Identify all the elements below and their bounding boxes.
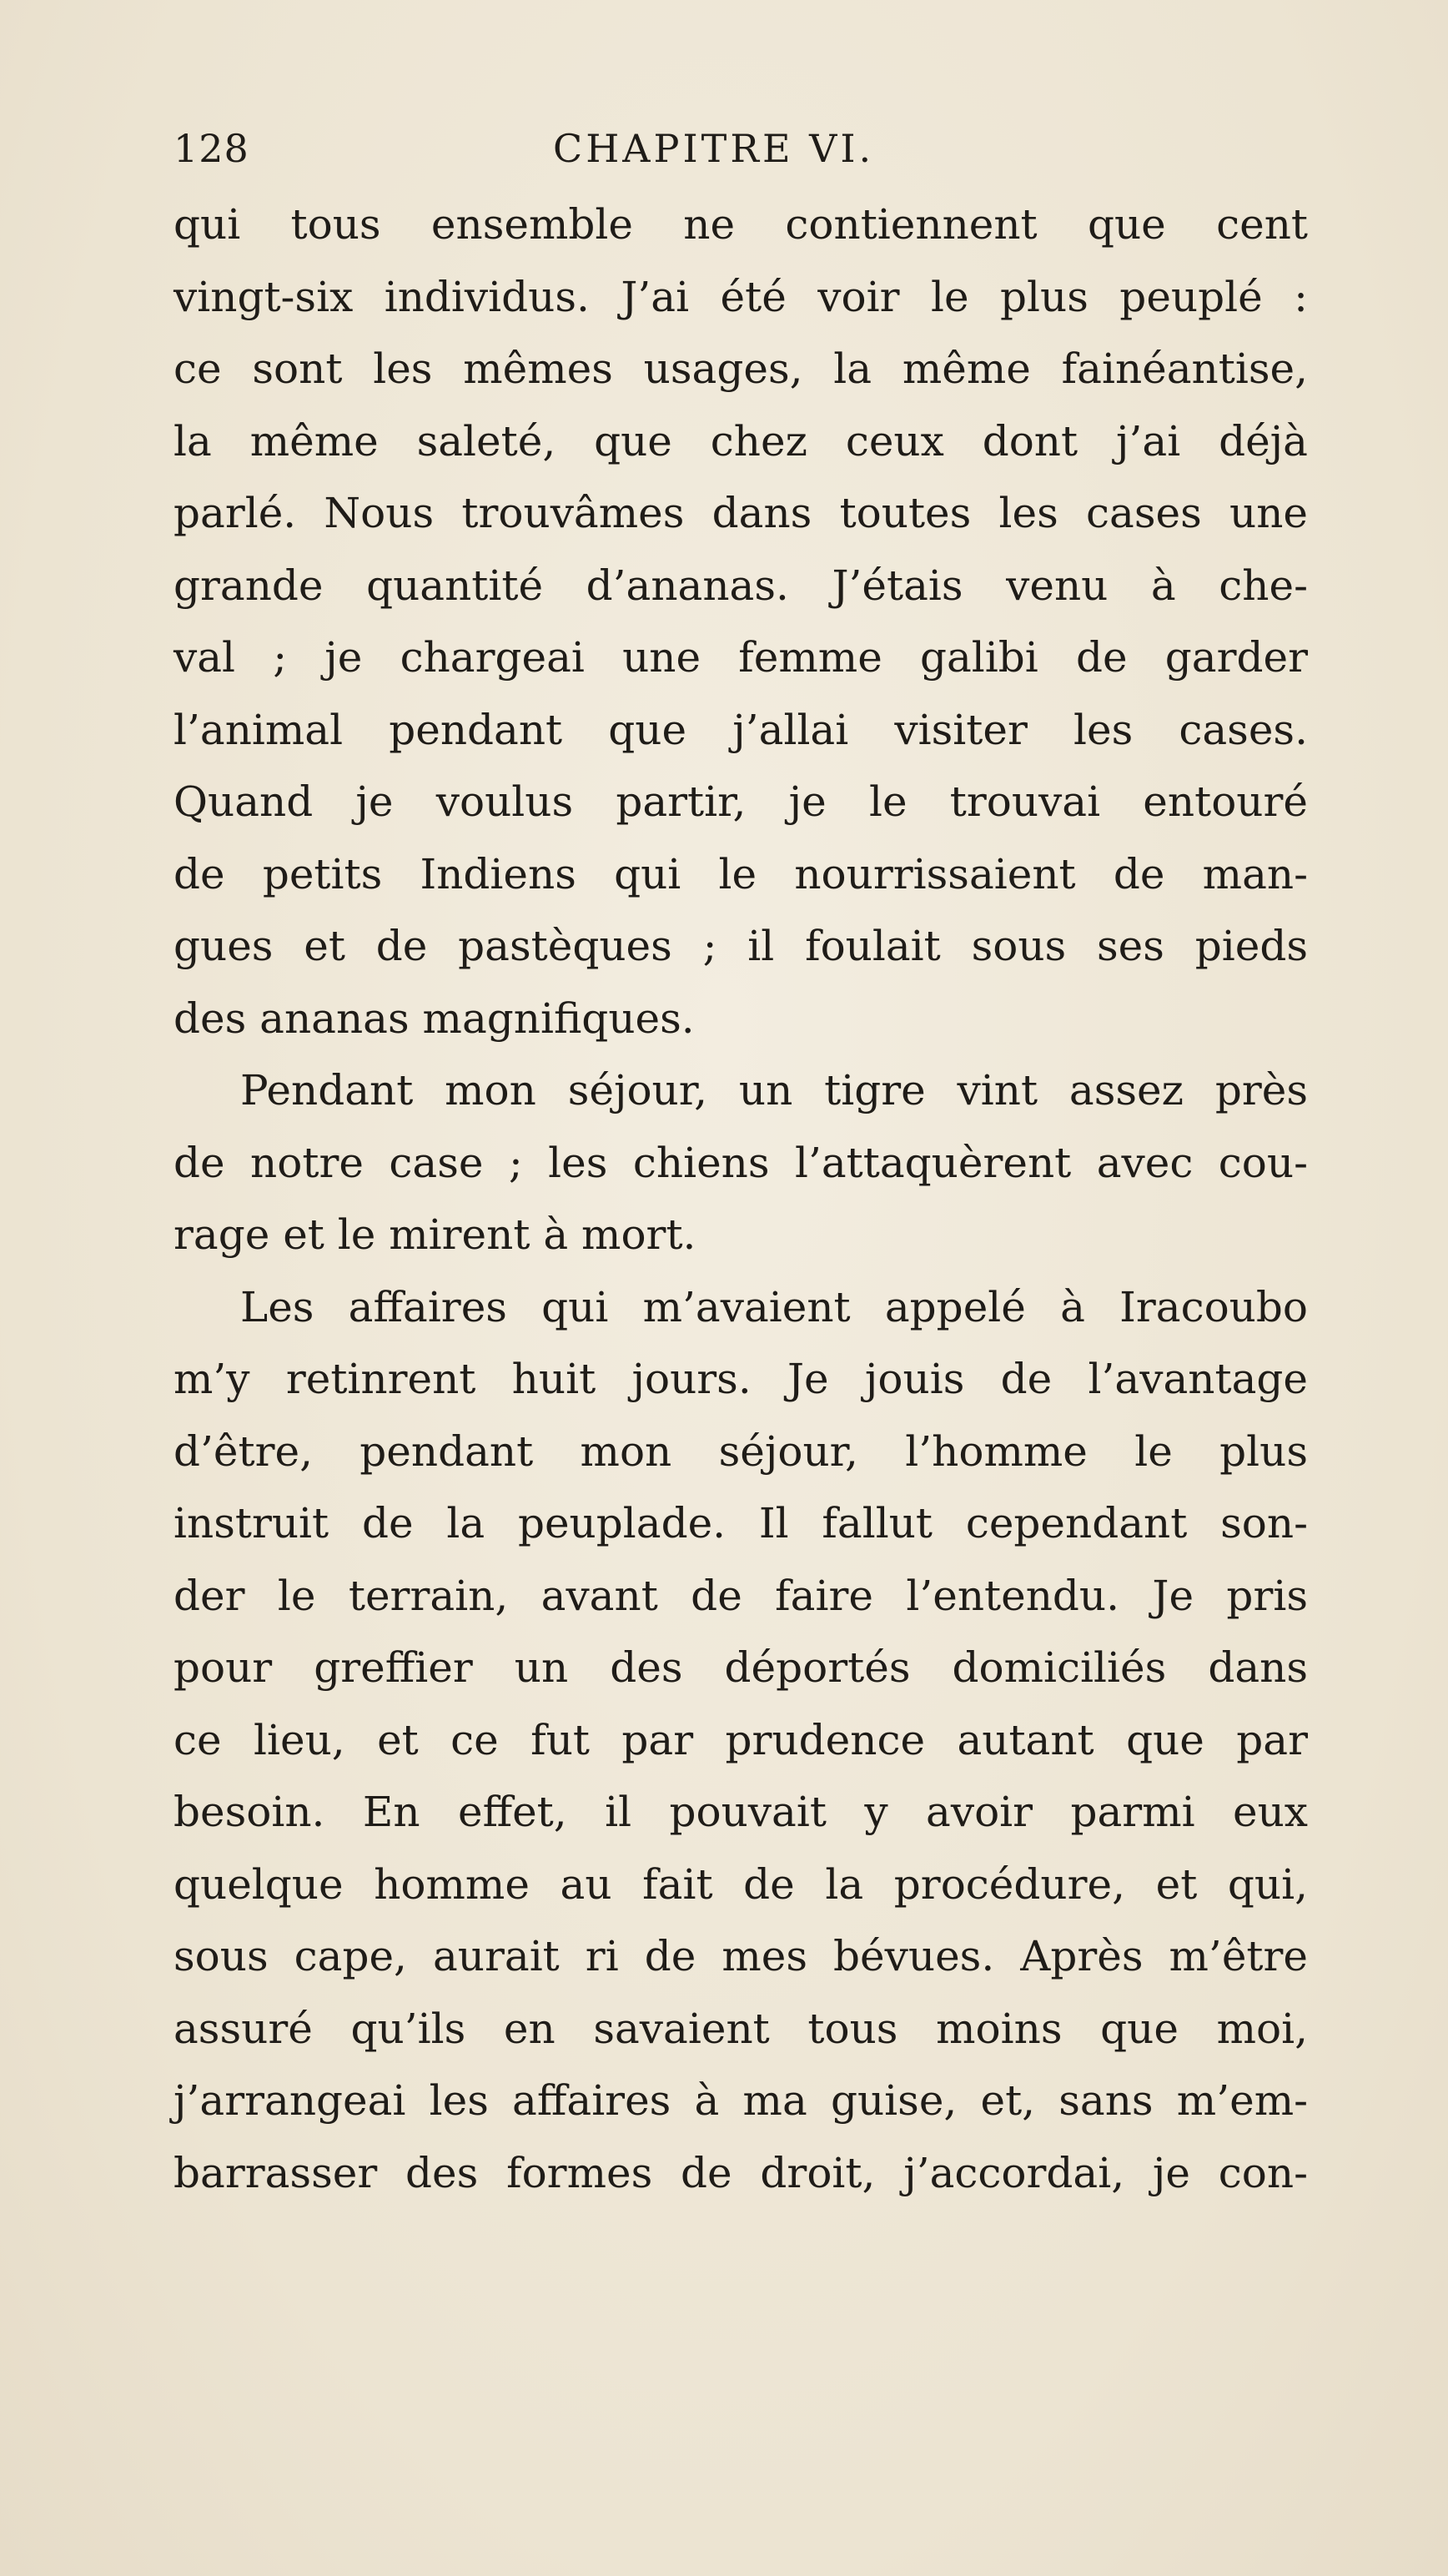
text-line: parlé. Nous trouvâmes dans toutes les cases une: [173, 489, 1308, 537]
text-line: grande quantité d’ananas. J’étais venu à che-: [173, 561, 1308, 610]
chapter-title: CHAPITRE VI.: [553, 126, 875, 171]
text-line: Quand je voulus partir, je le trouvai entouré: [173, 777, 1308, 826]
text-line: de notre case ; les chiens l’attaquèrent avec cou-: [173, 1138, 1308, 1187]
text-line: l’animal pendant que j’allai visiter les cases.: [173, 705, 1308, 754]
text-line: de petits Indiens qui le nourrissaient de man-: [173, 849, 1308, 898]
text-line: rage et le mirent à mort.: [173, 1210, 696, 1259]
text-line: der le terrain, avant de faire l’entendu. Je pris: [173, 1571, 1308, 1620]
paragraph-start-line: Pendant mon séjour, un tigre vint assez près: [240, 1066, 1308, 1114]
text-line: qui tous ensemble ne contiennent que cent: [173, 200, 1308, 249]
text-line: val ; je chargeai une femme galibi de garder: [173, 633, 1308, 682]
text-line: d’être, pendant mon séjour, l’homme le plus: [173, 1426, 1308, 1476]
text-line: pour greffier un des déportés domiciliés dans: [173, 1643, 1308, 1692]
body-text: [173, 189, 1308, 2209]
text-line: des ananas magnifiques.: [173, 994, 695, 1043]
text-line: quelque homme au fait de la procédure, et qui,: [173, 1859, 1308, 1909]
running-head: [173, 125, 1341, 175]
text-line: m’y retinrent huit jours. Je jouis de l’avantage: [173, 1355, 1308, 1403]
page-number: 128: [173, 126, 249, 171]
text-line: assuré qu’ils en savaient tous moins que moi,: [173, 2004, 1308, 2053]
paragraph-start-line: Les affaires qui m’avaient appelé à Iracoubo: [240, 1282, 1308, 1331]
text-line: sous cape, aurait ri de mes bévues. Après m’être: [173, 1932, 1308, 1980]
text-line: vingt-six individus. J’ai été voir le plus peuplé :: [173, 272, 1308, 321]
text-line: barrasser des formes de droit, j’accordai, je con-: [173, 2148, 1308, 2197]
text-line: ce lieu, et ce fut par prudence autant que par: [173, 1715, 1308, 1764]
text-line: la même saleté, que chez ceux dont j’ai déjà: [173, 416, 1308, 465]
text-line: j’arrangeai les affaires à ma guise, et, sans m’em-: [173, 2076, 1308, 2125]
text-line: besoin. En effet, il pouvait y avoir parmi eux: [173, 1788, 1308, 1836]
text-line: gues et de pastèques ; il foulait sous ses pieds: [173, 922, 1308, 970]
text-line: ce sont les mêmes usages, la même fainéantise,: [173, 345, 1308, 393]
text-line: instruit de la peuplade. Il fallut cependant son-: [173, 1499, 1308, 1547]
